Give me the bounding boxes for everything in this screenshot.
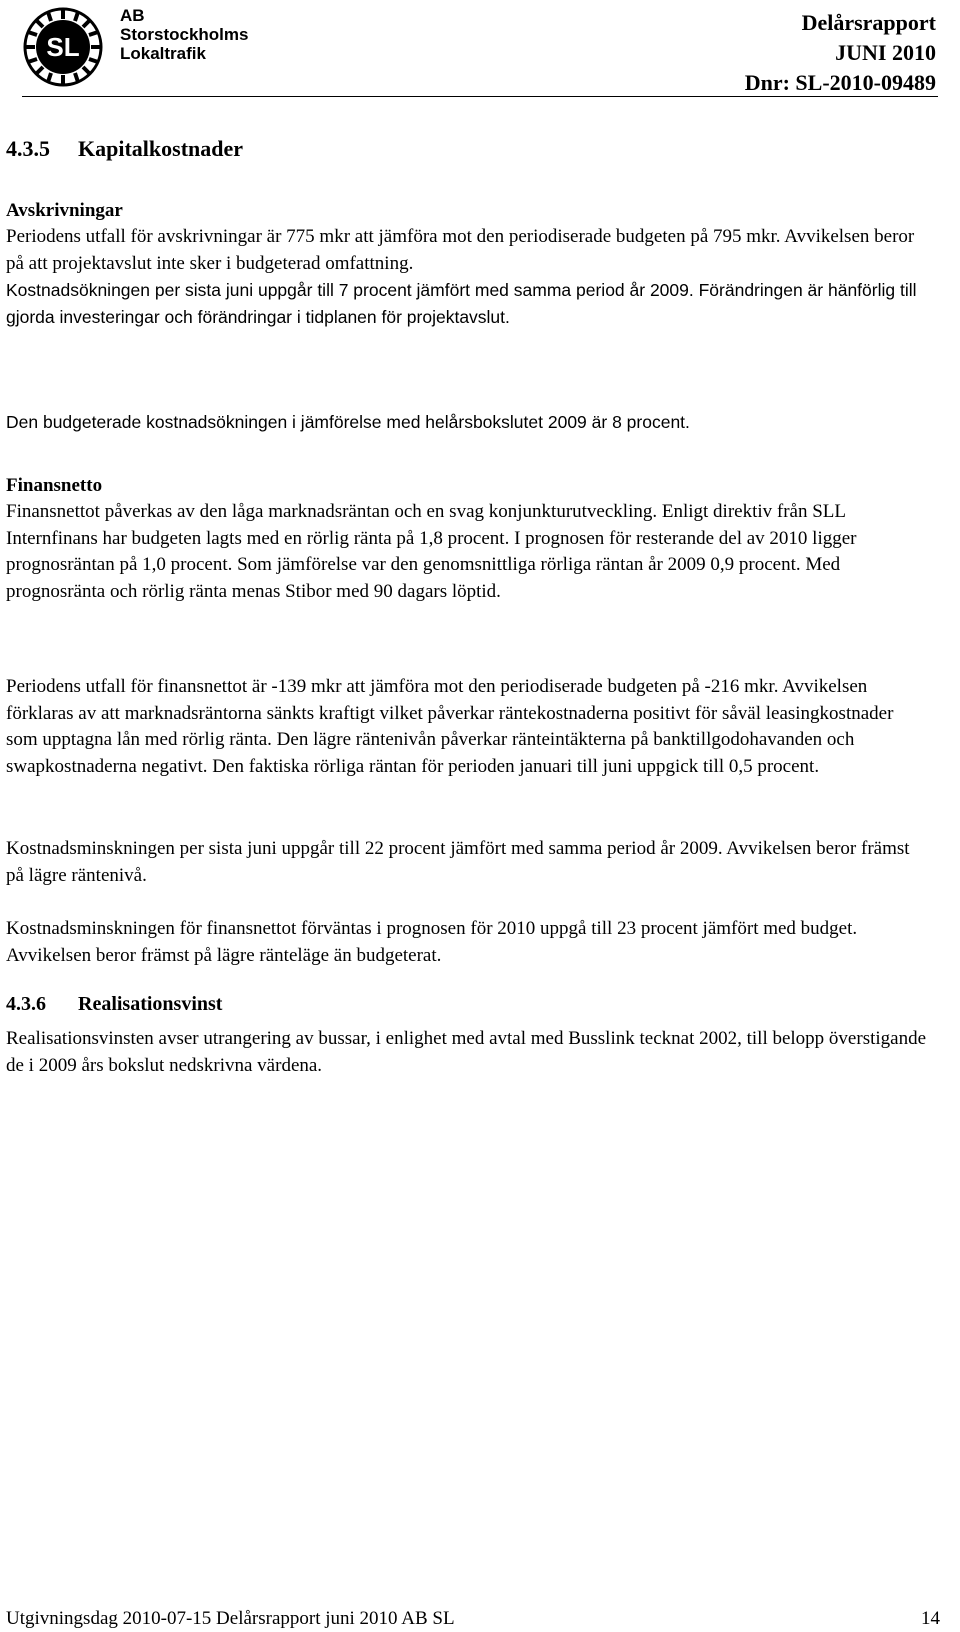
page-number: 14 bbox=[921, 1608, 940, 1629]
finansnetto-paragraph-3: Kostnadsminskningen per sista juni uppgår till 22 procent jämfört med samma period år 2009. Avvikelsen beror främst på lägre räntenivå. bbox=[6, 838, 910, 886]
company-name-line-3: Lokaltrafik bbox=[120, 44, 206, 63]
header-divider bbox=[22, 96, 938, 97]
report-meta bbox=[745, 8, 936, 98]
avskrivningar-block bbox=[6, 197, 926, 277]
page-header bbox=[0, 0, 960, 97]
report-period: JUNI 2010 bbox=[835, 40, 936, 65]
finansnetto-forecast-block bbox=[6, 916, 926, 969]
section-heading-435 bbox=[6, 136, 243, 162]
avskrivningar-paragraph-1: Periodens utfall för avskrivningar är 775 mkr att jämföra mot den periodiserade budgeten på 795 mkr. Avvikelsen beror på att projektavslut inte sker i budgeterad omfattning. bbox=[6, 226, 915, 274]
company-name bbox=[120, 6, 248, 63]
section-title: Kapitalkostnader bbox=[78, 136, 244, 161]
company-name-line-2: Storstockholms bbox=[120, 25, 249, 44]
section-heading-436 bbox=[6, 993, 222, 1016]
report-number: Dnr: SL-2010-09489 bbox=[744, 70, 936, 95]
report-title: Delårsrapport bbox=[801, 10, 936, 35]
logo-initials: SL bbox=[46, 32, 80, 62]
finansnetto-heading: Finansnetto bbox=[6, 475, 103, 496]
finansnetto-paragraph-2: Periodens utfall för finansnettot är -139 mkr att jämföra mot den periodiserade budgeten på -216 mkr. Avvikelsen förklaras av att marknadsräntorna sänkts kraftigt vilket påverkar räntekostnaderna positivt för såväl leasingkostnader som upptagna lån med rörlig ränta. Den lägre räntenivån påverkar ränteintäkterna på banktillgodohavanden och swapkostnaderna negativt. Den faktiska rörliga räntan för perioden januari till juni uppgick till 0,5 procent. bbox=[6, 676, 894, 777]
section-title: Realisationsvinst bbox=[78, 993, 223, 1015]
avskrivningar-heading: Avskrivningar bbox=[6, 200, 123, 221]
finansnetto-block bbox=[6, 472, 926, 605]
avskrivningar-paragraph-3: Den budgeterade kostnadsökningen i jämförelse med helårsbokslutet 2009 är 8 procent. bbox=[6, 412, 690, 432]
finansnetto-paragraph-4: Kostnadsminskningen för finansnettot förväntas i prognosen för 2010 uppgå till 23 procent jämfört med budget. Avvikelsen beror främst på lägre ränteläge än budgeterat. bbox=[6, 918, 858, 966]
footer-text: Utgivningsdag 2010-07-15 Delårsrapport juni 2010 AB SL bbox=[6, 1608, 455, 1629]
finansnetto-decrease-block bbox=[6, 836, 926, 889]
finansnetto-paragraph-1: Finansnettot påverkas av den låga marknadsräntan och en svag konjunkturutveckling. Enligt direktiv från SLL Internfinans har budgeten lagts med en rörlig ränta på 1,8 procent. I prognosen för resterande del av 2010 ligger prognosräntan på 1,0 procent. Som jämförelse var den genomsnittliga rörliga räntan år 2009 0,9 procent. Med prognosränta och rörlig ränta menas Stibor med 90 dagars löptid. bbox=[6, 501, 857, 602]
cost-increase-block bbox=[6, 277, 926, 330]
finansnetto-outcome-block bbox=[6, 674, 926, 780]
realisationsvinst-block bbox=[6, 1026, 926, 1079]
section-number: 4.3.6 bbox=[6, 993, 46, 1015]
realisationsvinst-paragraph: Realisationsvinsten avser utrangering av bussar, i enlighet med avtal med Busslink tecknat 2002, till belopp överstigande de i 2009 års bokslut nedskrivna värdena. bbox=[6, 1028, 927, 1076]
budget-increase-block bbox=[6, 409, 926, 436]
company-name-line-1: AB bbox=[120, 6, 145, 25]
section-number: 4.3.5 bbox=[6, 136, 50, 161]
avskrivningar-paragraph-2: Kostnadsökningen per sista juni uppgår till 7 procent jämfört med samma period år 2009. Förändringen är hänförlig till gjorda investeringar och förändringar i tidplanen för projektavslut. bbox=[6, 280, 917, 327]
sl-logo-icon bbox=[22, 6, 104, 88]
